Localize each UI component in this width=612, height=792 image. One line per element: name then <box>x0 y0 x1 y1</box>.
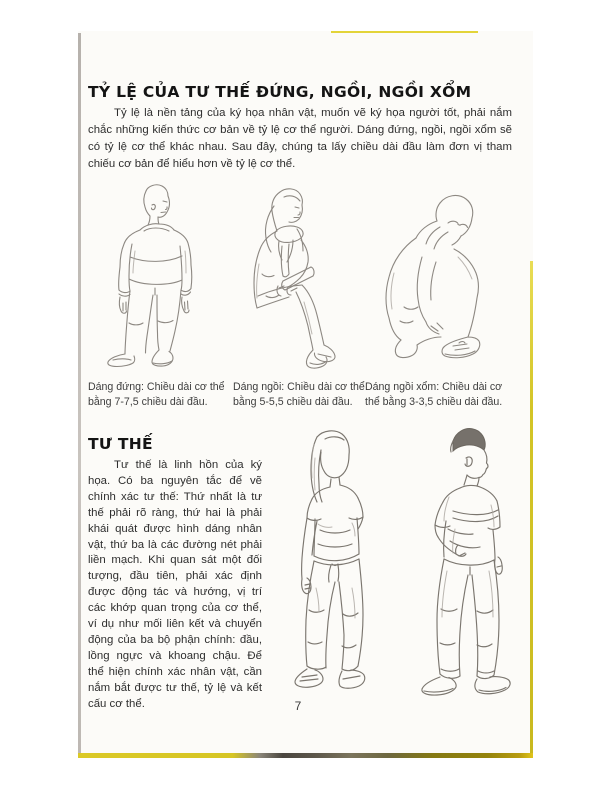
standing-man-profile-sketch <box>393 421 521 703</box>
proportions-paragraph: Tỷ lệ là nền tảng của ký họa nhân vật, muốn vẽ ký họa người tốt, phải nắm chắc những kiến thức cơ bản về tỷ lệ cơ thể người. Dáng đứng, ngồi, ngồi xổm sẽ có tỷ lệ cơ thể khác nhau. Sau đây, chúng ta lấy chiều dài đầu làm đơn vị tham chiếu cơ bản để hiểu hơn về tỷ lệ cơ thể. <box>88 107 512 170</box>
standing-woman-sketch <box>272 428 392 696</box>
page-number: 7 <box>294 699 302 713</box>
caption-sitting: Dáng ngồi: Chiều dài cơ thể bằng 5-5,5 chiều dài đầu. <box>233 381 365 408</box>
section-title-pose: TƯ THẾ <box>88 435 153 453</box>
page-left-edge-shadow <box>78 33 81 757</box>
page-right-gilded-edge <box>530 261 533 757</box>
caption-standing: Dáng đứng: Chiều dài cơ thể bằng 7-7,5 chiều dài đầu. <box>88 381 225 408</box>
book-page <box>78 31 533 757</box>
page-top-gilded-edge <box>331 31 478 33</box>
squatting-man-sketch <box>360 187 492 372</box>
section-title-proportions: TỶ LỆ CỦA TƯ THẾ ĐỨNG, NGỒI, NGỒI XỔM <box>88 83 472 101</box>
page-bottom-gilded-edge <box>78 753 533 758</box>
caption-squatting: Dáng ngồi xổm: Chiều dài cơ thể bằng 3-3,5 chiều dài đầu. <box>365 381 503 408</box>
sitting-woman-sketch <box>226 184 342 376</box>
standing-man-sketch <box>93 181 215 369</box>
pose-paragraph: Tư thế là linh hồn của ký họa. Có ba nguyên tắc để vẽ chính xác tư thế: Thứ nhất là tư thế phải rõ ràng, thứ hai là phải khái quát được hình dáng nhân vật, thứ ba là các đường nét phải liền mạch. Khi quan sát một đối tượng, đầu tiên, phải xác định được động tác và hướng, vị trí các khớp quan trọng của cơ thể, ví dụ như mối liên kết và chuyển động của ba bộ phận chính: đầu, lồng ngực và khoang chậu. Để thể hiện chính xác nhân vật, cần nắm bắt được tư thế, tỷ lệ và kết cấu cơ thể. <box>88 459 262 710</box>
